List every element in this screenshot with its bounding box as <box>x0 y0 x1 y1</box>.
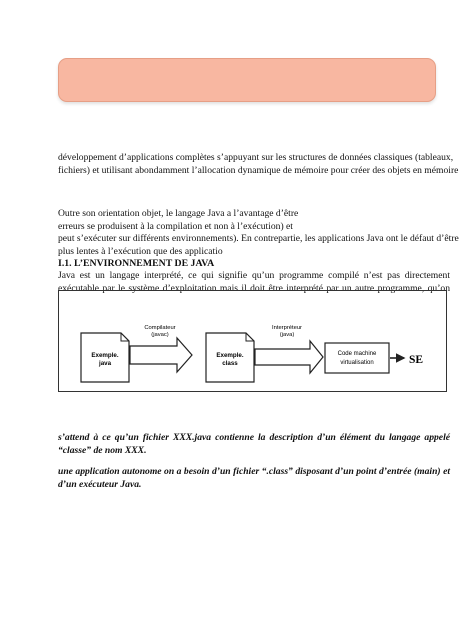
text-line: s’attend à ce qu’un fichier XXX.java contienne la description d’un élément du langage appelé <box>58 432 450 443</box>
text-line: exécutable par le système d’exploitation mais il doit être interprété par un autre programme, qu’on <box>58 282 450 294</box>
class-file-ext: class <box>222 360 238 367</box>
machine-code-label: Code machine <box>337 351 377 357</box>
interpreter-label: Interpréteur <box>272 325 302 331</box>
text-line: d’un exécuteur Java. <box>58 478 142 490</box>
paragraph-java-file <box>58 432 450 457</box>
class-file <box>206 333 254 382</box>
interpreter-arrow <box>255 325 323 373</box>
source-file-ext: java <box>98 360 112 367</box>
compiler-command: (javac) <box>151 332 169 338</box>
paragraph-application <box>58 466 450 491</box>
text-line: Outre son orientation objet, le langage Java a l’avantage d’être <box>58 208 299 219</box>
text-line: fichiers) et utilisant abondamment l’allocation dynamique de mémoire pour créer des objets en mémoire <box>58 164 459 176</box>
section-heading: I.1. L’ENVIRONNEMENT DE JAVA <box>58 258 215 269</box>
class-file-label: Exemple. <box>216 352 244 359</box>
text-line: une application autonome on a besoin d’un fichier “.class” disposant d’un point d’entrée (main) et <box>58 466 450 477</box>
source-file-label: Exemple. <box>91 352 119 359</box>
virtualisation-label: virtualisation <box>340 360 374 366</box>
paragraph-intro <box>58 152 459 177</box>
java-pipeline-diagram <box>58 290 447 392</box>
machine-code-box <box>325 343 389 373</box>
target-system-label: SE <box>409 354 424 366</box>
paragraph-advantages <box>58 208 459 258</box>
text-line: Java est un langage interprété, ce qui signifie qu’un programme compilé n’est pas directement <box>58 270 450 281</box>
java-source-file <box>81 333 129 382</box>
text-line: développement d’applications complètes s’appuyant sur les structures de données classiques (tableaux, <box>58 152 454 163</box>
compiler-arrow <box>130 325 192 372</box>
text-line: peut s’exécuter sur différents environnements). En contrepartie, les applications Java ont le défaut d’être <box>58 233 459 245</box>
text-line: erreurs se produisent à la compilation et non à l’exécution) et <box>58 220 293 232</box>
text-line: plus lentes à l’exécution que des applicatio <box>58 245 223 257</box>
compiler-label: Compilateur <box>144 325 176 331</box>
interpreter-command: (java) <box>279 332 295 338</box>
text-line: “classe” de nom XXX. <box>58 444 147 456</box>
title-banner <box>58 58 436 102</box>
